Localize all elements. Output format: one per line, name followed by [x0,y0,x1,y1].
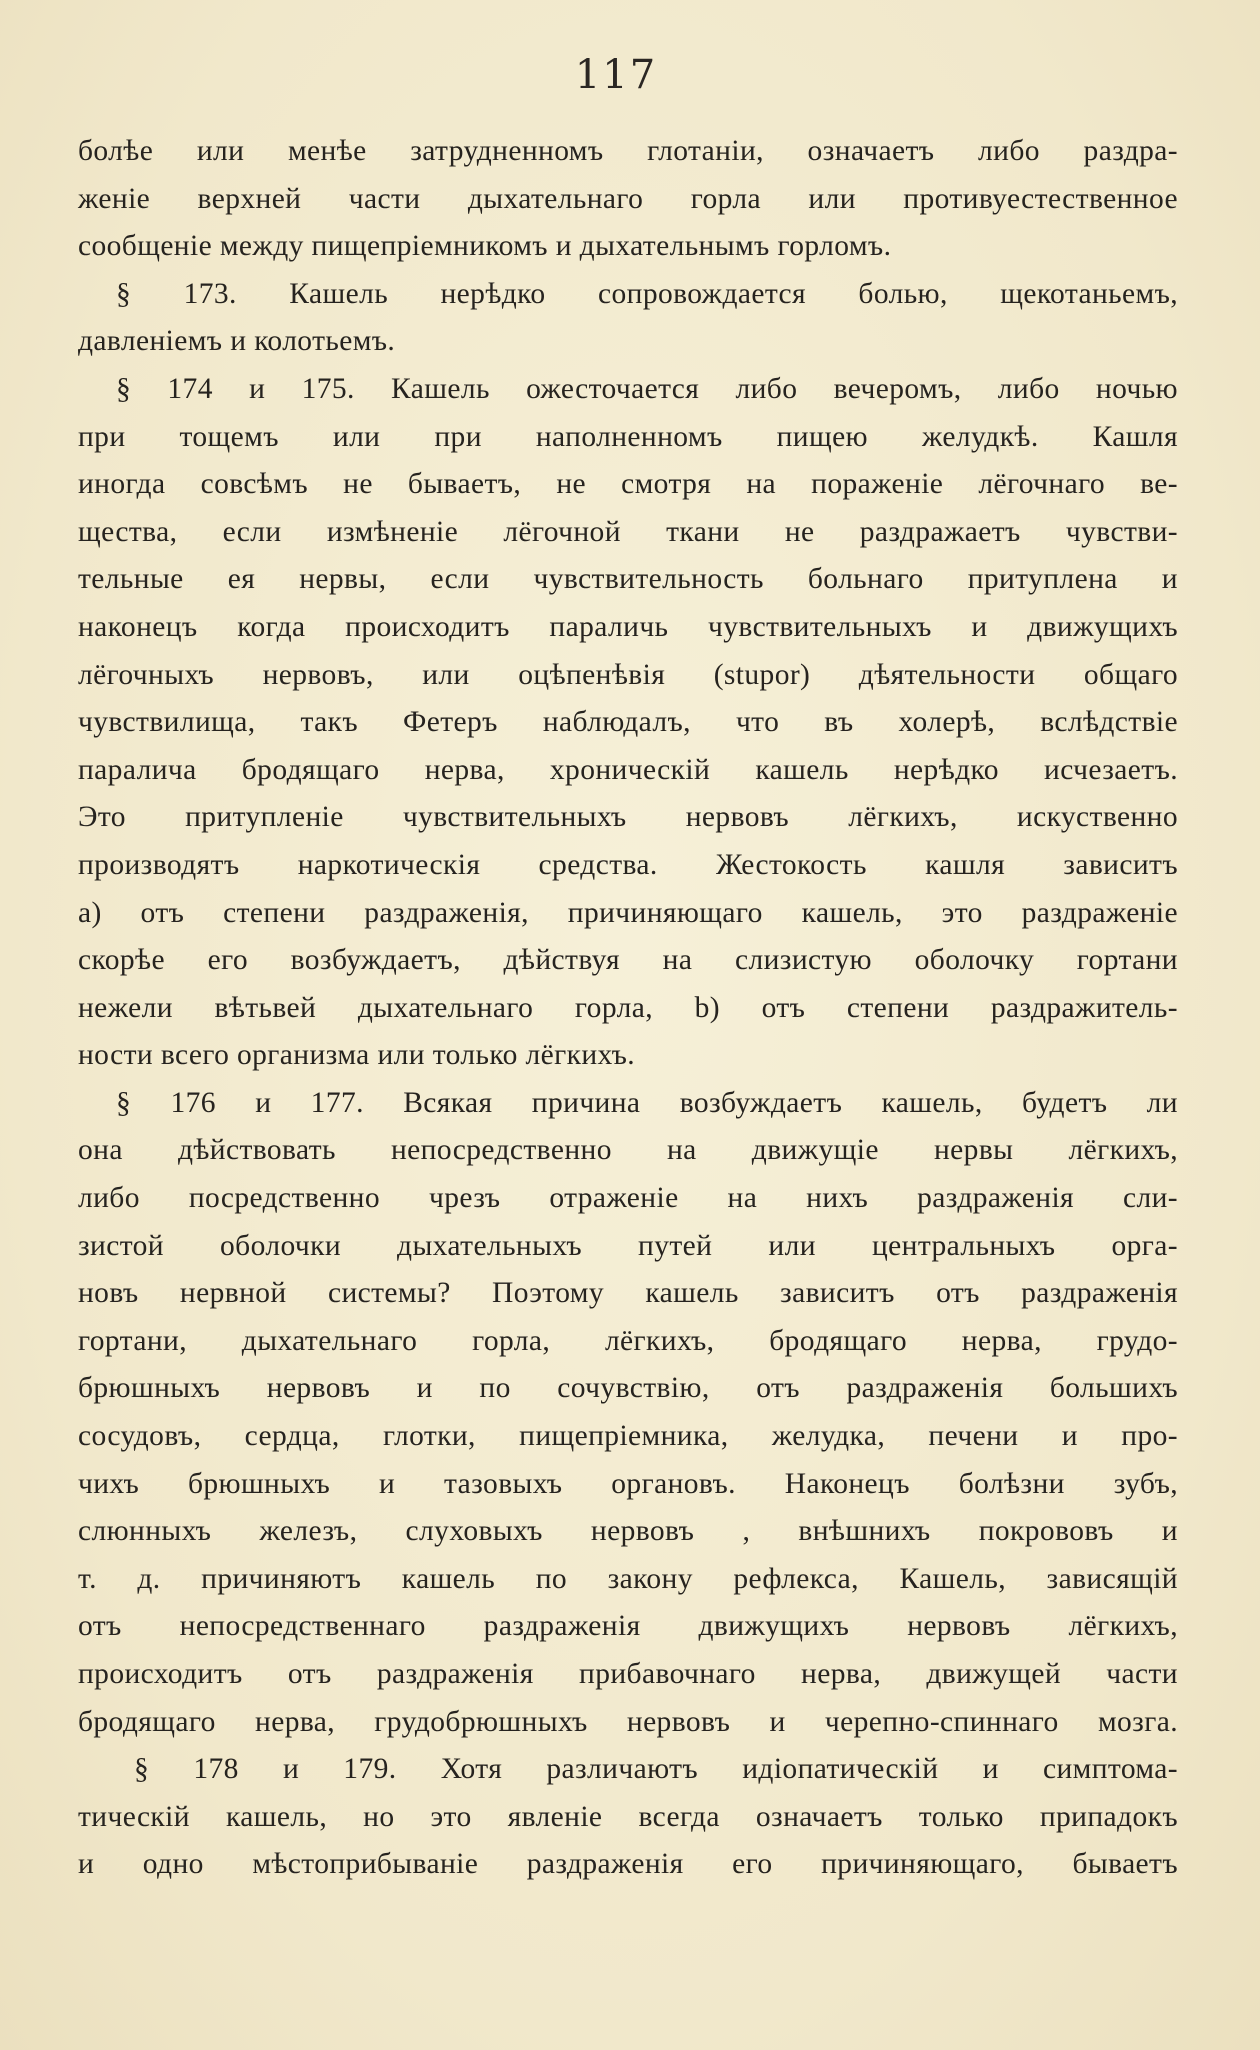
text-line: брюшныхъ нервовъ и по сочувствію, отъ раздраженія большихъ [78,1372,1178,1405]
text-line: т. д. причиняютъ кашель по закону рефлекса, Кашель, зависящій [78,1562,1178,1595]
text-line: щества, если измѣненіе лёгочной ткани не раздражаетъ чувстви- [78,515,1178,548]
text-line: и одно мѣстоприбываніе раздраженія его причиняющаго, бываетъ [78,1848,1178,1881]
text-line: § 178 и 179. Хотя различаютъ идіопатическій и симптома- [134,1753,1178,1786]
text-line: сосудовъ, сердца, глотки, пищепріемника, желудка, печени и про- [78,1420,1178,1453]
text-line: при тощемъ или при наполненномъ пищею желудкѣ. Кашля [78,420,1178,453]
text-line: либо посредственно чрезъ отраженіе на нихъ раздраженія сли- [78,1182,1178,1215]
text-line: тическій кашель, но это явленіе всегда означаетъ только припадокъ [78,1800,1178,1833]
text-line: давленіемъ и колотьемъ. [78,325,396,358]
text-line: она дѣйствовать непосредственно на движущіе нервы лёгкихъ, [78,1134,1178,1167]
text-line: § 174 и 175. Кашель ожесточается либо вечеромъ, либо ночью [116,372,1178,405]
text-line: лёгочныхъ нервовъ, или оцѣпенѣвія (stupor) дѣятельности общаго [78,658,1178,691]
text-line: зистой оболочки дыхательныхъ путей или центральныхъ орга- [78,1229,1178,1262]
text-line: происходитъ отъ раздраженія прибавочнаго нерва, движущей части [78,1658,1178,1690]
page-number: 117 [574,52,658,98]
text-line: гортани, дыхательнаго горла, лёгкихъ, бродящаго нерва, грудо- [78,1324,1178,1357]
text-line: паралича бродящаго нерва, хроническій кашель нерѣдко исчезаетъ. [78,753,1178,786]
text-line: слюнныхъ железъ, слуховыхъ нервовъ , внѣшнихъ покрововъ и [78,1515,1178,1548]
text-line: наконецъ когда происходитъ параличь чувствительныхъ и движущихъ [78,610,1178,643]
text-line: иногда совсѣмъ не бываетъ, не смотря на пораженіе лёгочнаго ве- [78,468,1178,501]
text-line: производятъ наркотическія средства. Жестокость кашля зависитъ [78,848,1178,881]
text-line: § 176 и 177. Всякая причина возбуждаетъ кашель, будетъ ли [116,1086,1178,1119]
text-line: ности всего организма или только лёгкихъ. [78,1039,636,1072]
text-line: § 173. Кашель нерѣдко сопровождается болью, щекотаньемъ, [116,277,1178,310]
text-line: новъ нервной системы? Поэтому кашель зависитъ отъ раздраженія [78,1277,1178,1310]
text-line: нежели вѣтьвей дыхательнаго горла, b) отъ степени раздражитель- [78,991,1178,1024]
text-line: Это притупленіе чувствительныхъ нервовъ лёгкихъ, искуственно [78,801,1178,834]
text-line: болѣе или менѣе затрудненномъ глотаніи, означаетъ либо раздра- [78,135,1178,167]
text-line: a) отъ степени раздраженія, причиняющаго кашель, это раздраженіе [78,896,1178,929]
text-line: чихъ брюшныхъ и тазовыхъ органовъ. Наконецъ болѣзни зубъ, [78,1467,1178,1500]
text-line: чувствилища, такъ Фетеръ наблюдалъ, что въ холерѣ, вслѣдствіе [78,706,1178,739]
text-line: бродящаго нерва, грудобрюшныхъ нервовъ и черепно-спиннаго мозга. [78,1705,1178,1738]
page-text-body [78,128,1178,1889]
text-line: сообщеніе между пищепріемникомъ и дыхательнымъ горломъ. [78,230,892,263]
text-line: женіе верхней части дыхательнаго горла или противуестественное [78,182,1178,215]
text-line: тельные ея нервы, если чувствительность больнаго притуплена и [78,563,1178,596]
text-line: скорѣе его возбуждаетъ, дѣйствуя на слизистую оболочку гортани [78,944,1178,977]
text-line: отъ непосредственнаго раздраженія движущихъ нервовъ лёгкихъ, [78,1610,1178,1643]
